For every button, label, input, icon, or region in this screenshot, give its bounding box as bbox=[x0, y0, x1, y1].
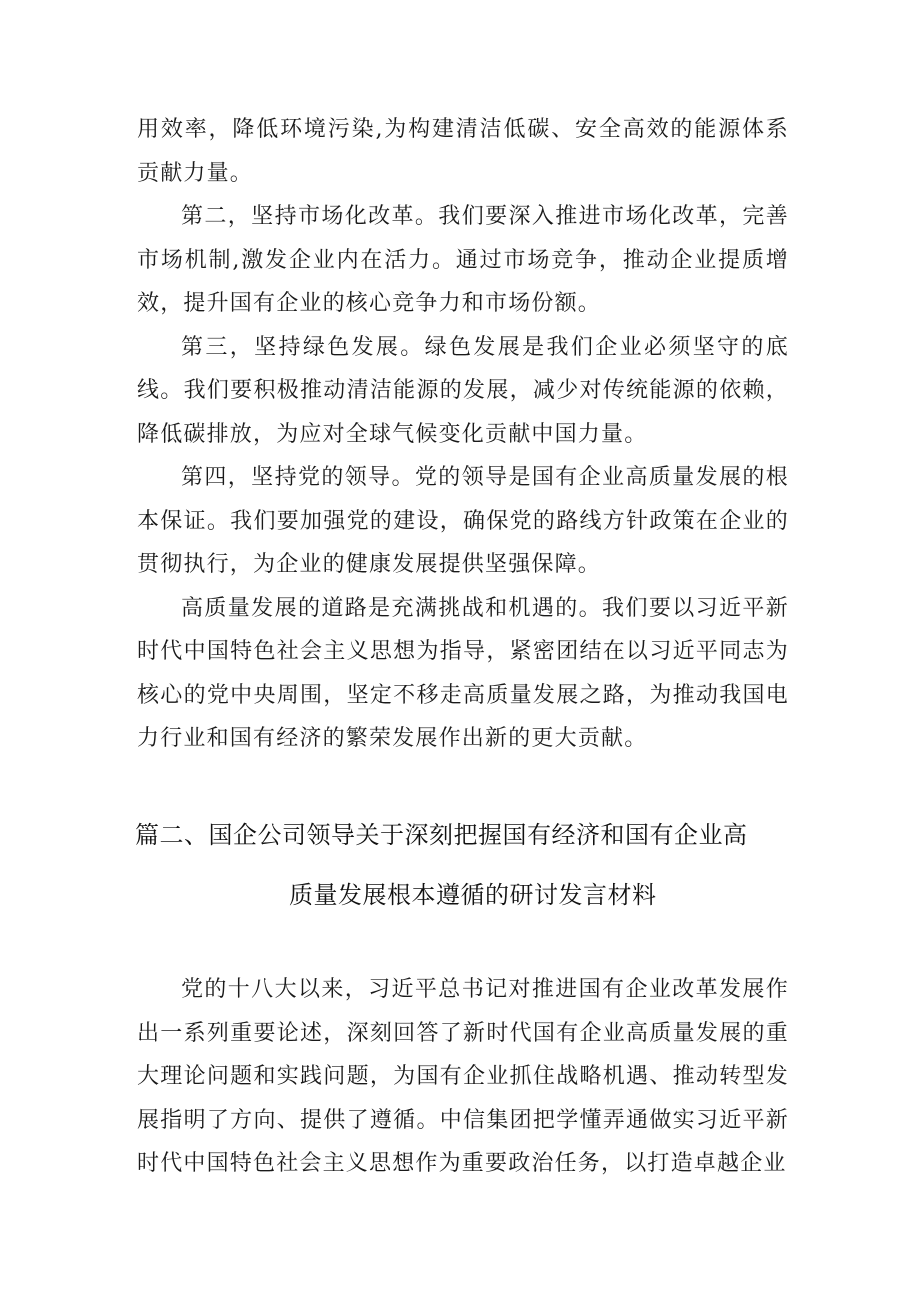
paragraph-continuation: 用效率，降低环境污染,为构建清洁低碳、安全高效的能源体系贡献力量。 bbox=[137, 117, 789, 186]
paragraph-point-four: 第四，坚持党的领导。党的领导是国有企业高质量发展的根本保证。我们要加强党的建设，确保党的路线方针政策在企业的贯彻执行，为企业的健康发展提供坚强保障。 bbox=[137, 465, 789, 577]
article-title-line-2: 质量发展根本遵循的研讨发言材料 bbox=[289, 881, 657, 909]
paragraph-point-two: 第二，坚持市场化改革。我们要深入推进市场化改革，完善市场机制,激发企业内在活力。通过市场竞争，推动企业提质增效，提升国有企业的核心竞争力和市场份额。 bbox=[137, 204, 789, 316]
article-title-line-1: 篇二、国企公司领导关于深刻把握国有经济和国有企业高 bbox=[135, 821, 748, 849]
paragraph-conclusion: 高质量发展的道路是充满挑战和机遇的。我们要以习近平新时代中国特色社会主义思想为指导，紧密团结在以习近平同志为核心的党中央周围，坚定不移走高质量发展之路，为推动我国电力行业和国有经济的繁荣发展作出新的更大贡献。 bbox=[137, 595, 789, 751]
paragraph-intro: 党的十八大以来，习近平总书记对推进国有企业改革发展作出一系列重要论述，深刻回答了新时代国有企业高质量发展的重大理论问题和实践问题，为国有企业抓住战略机遇、推动转型发展指明了方向、提供了遵循。中信集团把学懂弄通做实习近平新时代中国特色社会主义思想作为重要政治任务，以打造卓越企业 bbox=[137, 977, 789, 1176]
paragraph-point-three: 第三，坚持绿色发展。绿色发展是我们企业必须坚守的底线。我们要积极推动清洁能源的发展，减少对传统能源的依赖，降低碳排放，为应对全球气候变化贡献中国力量。 bbox=[137, 334, 789, 447]
article-body bbox=[137, 968, 789, 1186]
previous-article-body bbox=[137, 108, 789, 761]
